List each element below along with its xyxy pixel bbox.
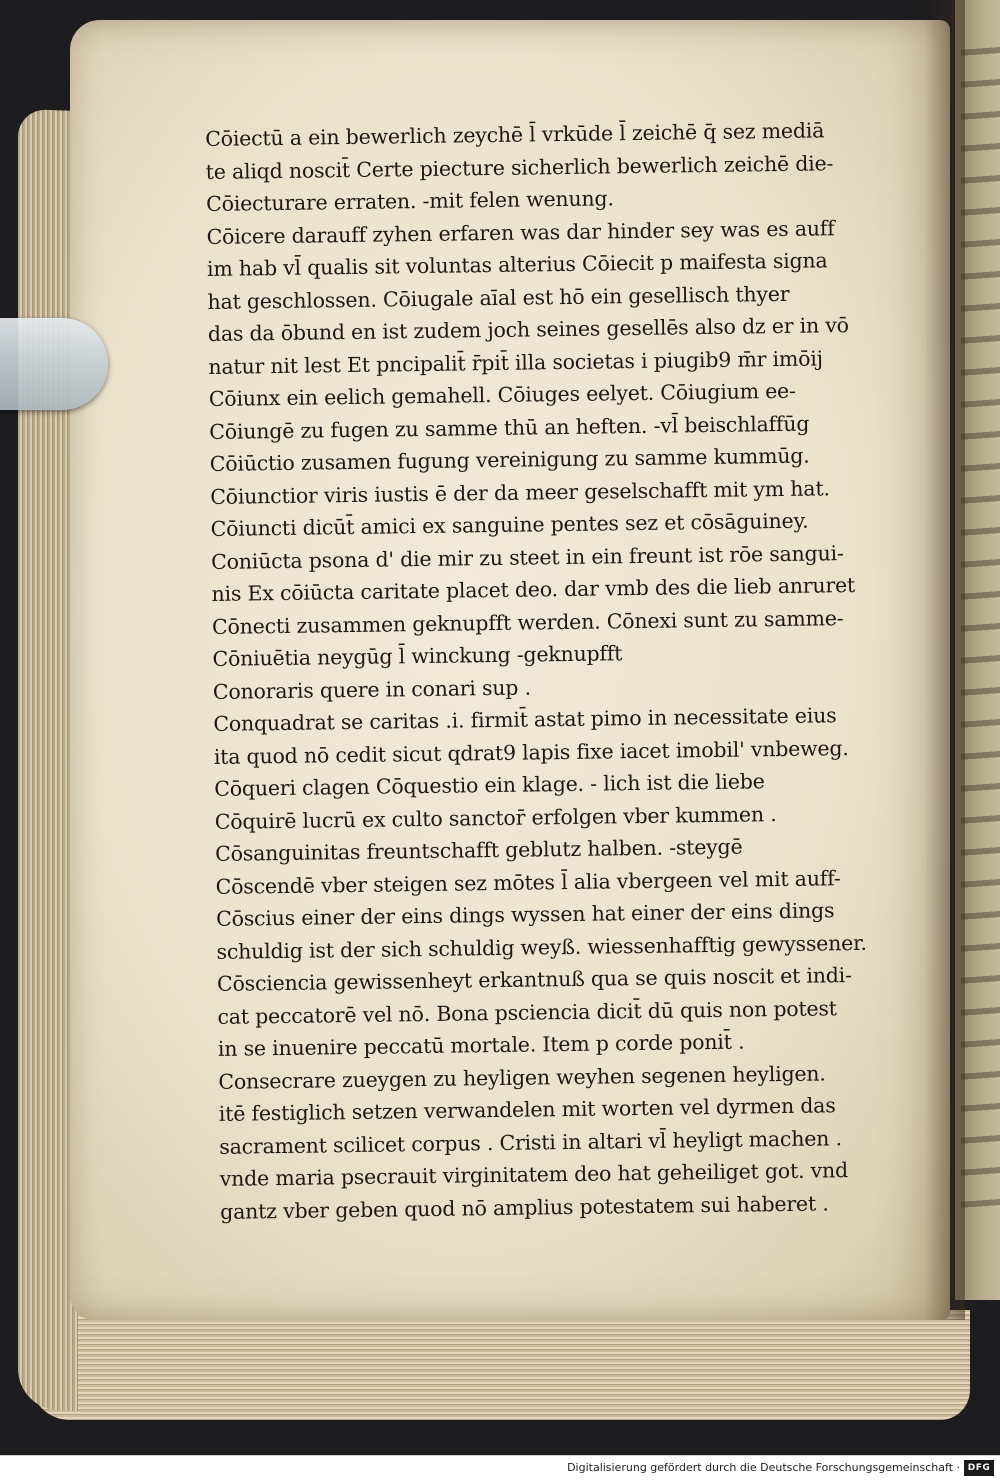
- text-line: Cōiungē zu fugen zu samme thū an heften. -vl̄ beischlaffūg: [209, 411, 810, 444]
- text-line: Cōsanguinitas freuntschafft geblutz halben. -steygē: [215, 834, 743, 866]
- text-line: Cōiectū a ein bewerlich zeychē l̄ vrkūde l̄ zeichē q̄ sez mediā: [205, 118, 825, 151]
- text-line: Cōiūctio zusamen fugung vereinigung zu samme kummūg.: [209, 443, 810, 476]
- text-line: Cōiuncti dicūt̄ amici ex sanguine pentes sez et cōsāguiney.: [210, 508, 809, 541]
- text-line: im hab vl̄ qualis sit voluntas alterius Cōiecit p maifesta signa: [206, 248, 828, 281]
- text-line: Cōquirē lucrū ex culto sanctor̄ erfolgen vber kummen .: [214, 801, 777, 834]
- text-line: hat geschlossen. Cōiugale aīal est hō ein gesellisch thyer: [207, 281, 790, 314]
- text-line: Cōsciencia gewissenheyt erkantnuß qua se quis noscit et indi-: [216, 963, 852, 996]
- text-line: Conoraris quere in conari sup .: [212, 675, 532, 704]
- text-line: Conquadrat se caritas .i. firmit̄ astat pimo in necessitate eius: [213, 703, 837, 736]
- text-line: ita quod nō cedit sicut qdrat9 lapis fixe iacet imobil' vnbeweg.: [213, 735, 849, 769]
- text-line: te aliqd noscit̄ Certe piecture sicherlich bewerlich zeichē die-: [205, 150, 834, 184]
- text-line: Consecrare zueygen zu heyligen weyhen segenen heyligen.: [218, 1060, 826, 1094]
- text-line: Cōicere darauff zyhen erfaren was dar hinder sey was es auff: [206, 215, 835, 249]
- text-line: das da ōbund en ist zudem joch seines gesellēs also dz er in vō: [207, 313, 850, 346]
- footer-bar: [0, 1455, 1000, 1481]
- text-line: Cōiunctior viris iustis ē der da meer geselschafft mit ym hat.: [210, 475, 830, 509]
- text-line: Cōscendē vber steigen sez mōtes l̄ alia vbergeen vel mit auff-: [215, 865, 841, 899]
- text-line: nis Ex cōiūcta caritate placet deo. dar vmb des die lieb anruret: [211, 572, 856, 606]
- text-line: Cōqueri clagen Cōquestio ein klage. - lich ist die liebe: [214, 769, 765, 801]
- text-line: Cōniuētia neygūg l̄ winckung -geknupfft: [212, 641, 623, 671]
- text-line: in se inuenire peccatū mortale. Item p corde ponit̄ .: [217, 1029, 745, 1061]
- text-line: sacrament scilicet corpus . Cristi in altari vl̄ heyligt machen .: [219, 1125, 842, 1159]
- book-side-edge: [18, 109, 78, 1411]
- text-line: cat peccatorē vel nō. Bona psciencia dicit̄ dū quis non potest: [217, 995, 837, 1029]
- book-fore-edge: [30, 1310, 970, 1420]
- page-gutter: [925, 0, 965, 1320]
- text-line: gantz vber geben quod nō amplius potestatem sui haberet .: [220, 1190, 829, 1224]
- text-line: schuldig ist der sich schuldig weyß. wiessenhafftig gewyssener.: [216, 930, 867, 964]
- facing-page-text: [961, 28, 1000, 1231]
- text-line: Coniūcta psona d' die mir zu steet in ein freunt ist rōe sangui-: [210, 540, 844, 574]
- page-holder-clip: [0, 318, 108, 410]
- text-line: Cōscius einer der eins dings wyssen hat einer der eins dings: [215, 898, 835, 931]
- text-line: Cōnecti zusammen geknupfft werden. Cōnexi sunt zu samme-: [211, 605, 844, 639]
- funding-credit: Digitalisierung gefördert durch die Deutsche Forschungsgemeinschaft ·: [567, 1461, 960, 1474]
- text-line: itē festiglich setzen verwandelen mit worten vel dyrmen das: [218, 1093, 836, 1126]
- page-text: [205, 113, 920, 1228]
- text-line: Cōiunx ein eelich gemahell. Cōiuges eelyet. Cōiugium ee-: [208, 378, 796, 411]
- dfg-logo: DFG: [964, 1460, 994, 1476]
- text-line: Cōiecturare erraten. -mit felen wenung.: [205, 186, 614, 216]
- text-line: vnde maria psecrauit virginitatem deo hat geheiliget got. vnd: [219, 1158, 849, 1191]
- text-line: natur nit lest Et pncipalit̄ r̄pit̄ illa societas i piugib9 m̄r imōij: [208, 345, 823, 379]
